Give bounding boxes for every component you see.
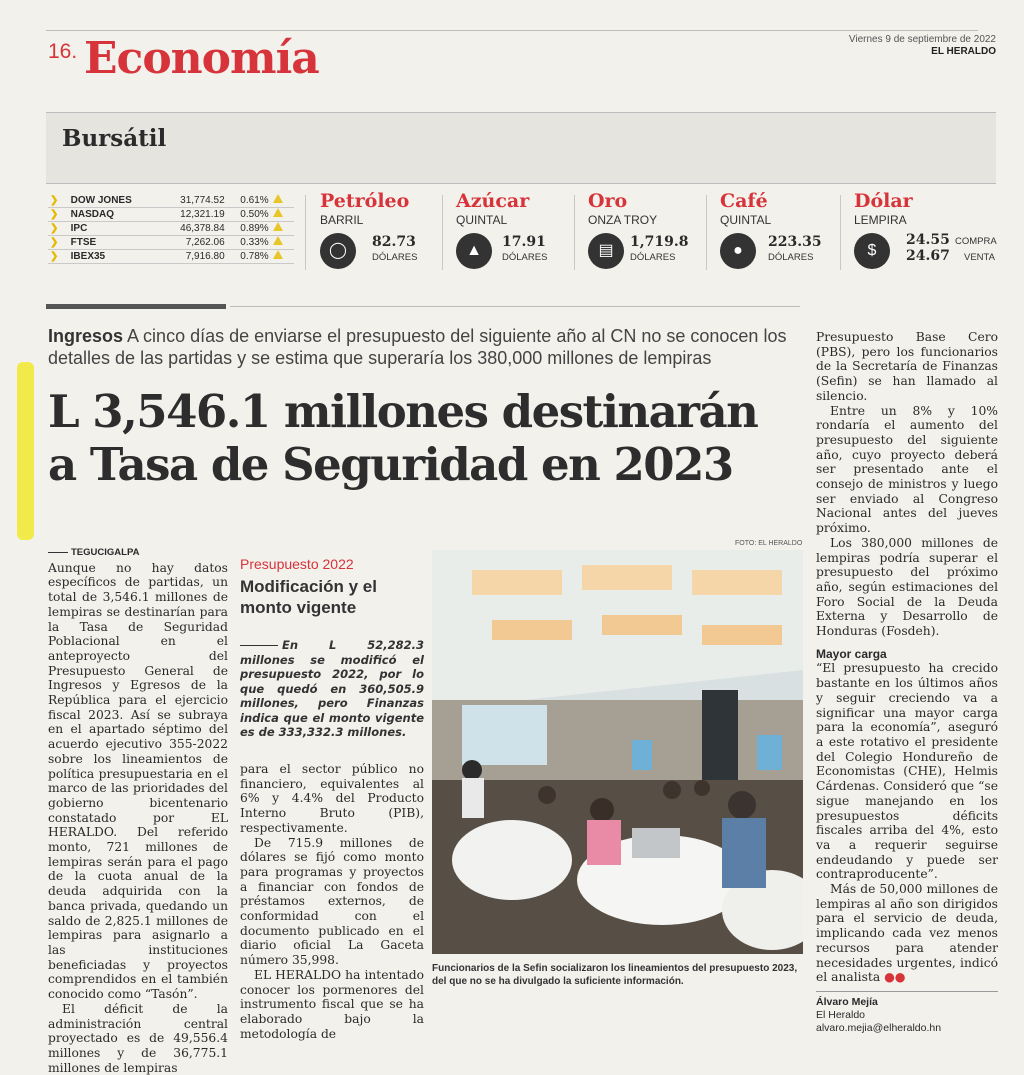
up-triangle-icon bbox=[271, 222, 294, 236]
commodity-unit: QUINTAL bbox=[720, 213, 772, 227]
author-email[interactable]: alvaro.mejia@elheraldo.hn bbox=[816, 1021, 942, 1034]
arrow-icon: ❯ bbox=[48, 208, 69, 222]
up-triangle-icon bbox=[271, 208, 294, 222]
commodity-name: Azúcar bbox=[456, 190, 530, 212]
box-title: Modificación y el monto vigente bbox=[240, 577, 377, 617]
stock-change: 0.78% bbox=[227, 250, 271, 264]
stock-name: IBEX35 bbox=[69, 250, 163, 264]
stock-value: 31,774.52 bbox=[163, 194, 227, 208]
photo-caption: Funcionarios de la Sefin socializaron los lineamientos del presupuesto 2023, del que no se ha divulgado la suficiente información. bbox=[432, 963, 798, 987]
coffee-bean-icon: ● bbox=[720, 233, 756, 269]
end-mark-icon: ●● bbox=[884, 970, 906, 985]
paragraph: Entre un 8% y 10% rondaría el aumento del presupuesto del siguiente año, cuyo proyecto deberá ser presentado ante el consejo de ministros y luego ser enviado al Congreso Nacional antes del jueves próximo. bbox=[816, 403, 998, 536]
paragraph: EL HERALDO ha intentado conocer los pormenores del instrumento fiscal que se ha elaborado bajo la metodología de bbox=[240, 967, 424, 1041]
dollar-sell-value: 24.67 bbox=[906, 248, 950, 264]
divider bbox=[840, 195, 841, 270]
commodity-name: Petróleo bbox=[320, 190, 410, 212]
paragraph: “El presupuesto ha crecido bastante en los últimos años y seguir creciendo va a significar una mayor carga para la economía”, aseguró a este rotativo el presidente del Colegio Hondureño de Economistas (CHE), Helmis Cárdenas. Consideró que “se sigue manejando en los presupuestos déficits fiscales arriba del 4%, esto va a requerir seguirse endeudando y puede ser contraproducente”. bbox=[816, 661, 998, 882]
divider bbox=[574, 195, 575, 270]
stock-value: 12,321.19 bbox=[163, 208, 227, 222]
photo-credit: FOTO: EL HERALDO bbox=[735, 540, 803, 547]
divider bbox=[305, 195, 306, 270]
commodity-currency: DÓLARES bbox=[630, 252, 676, 263]
paragraph bbox=[816, 882, 998, 985]
paragraph: para el sector público no financiero, equivalentes al 6% y 4.4% del Producto Interno Bruto (PIB), respectivamente. bbox=[240, 762, 424, 835]
commodity-unit: ONZA TROY bbox=[588, 213, 658, 227]
arrow-icon: ❯ bbox=[48, 250, 69, 264]
box-kicker: Presupuesto 2022 bbox=[240, 556, 354, 572]
commodity-sugar bbox=[456, 190, 576, 274]
commodity-currency: DÓLARES bbox=[372, 252, 418, 263]
stock-name: NASDAQ bbox=[69, 208, 163, 222]
table-row bbox=[48, 208, 294, 222]
commodity-value: 17.91 bbox=[502, 234, 546, 250]
sugar-sack-icon: ▲ bbox=[456, 233, 492, 269]
commodity-unit: QUINTAL bbox=[456, 213, 508, 227]
box-text bbox=[240, 638, 424, 740]
commodity-coffee bbox=[720, 190, 840, 274]
commodity-oil bbox=[320, 190, 445, 274]
divider bbox=[442, 195, 443, 270]
section-title: Economía bbox=[84, 33, 319, 84]
stock-table bbox=[48, 194, 294, 264]
commodity-currency: DÓLARES bbox=[502, 252, 548, 263]
commodity-value: 82.73 bbox=[372, 234, 416, 250]
stock-change: 0.89% bbox=[227, 222, 271, 236]
paragraph: El déficit de la administración central proyectado es de 49,556.4 millones y de 36,775.1 millones de lempiras bbox=[48, 1001, 228, 1075]
author-name: Álvaro Mejía bbox=[816, 995, 878, 1008]
commodity-name: Dólar bbox=[854, 190, 913, 212]
gold-bars-icon: ▤ bbox=[588, 233, 624, 269]
money-bag-icon: $ bbox=[854, 233, 890, 269]
dollar-buy-label: COMPRA bbox=[955, 236, 997, 247]
commodity-value: 223.35 bbox=[768, 234, 822, 250]
column-2 bbox=[240, 762, 424, 1041]
up-triangle-icon bbox=[271, 194, 294, 208]
dateline: TEGUCIGALPA bbox=[48, 546, 228, 561]
article-photo bbox=[432, 550, 803, 954]
paragraph: De 715.9 millones de dólares se fijó como monto para programas y proyectos a financiar con fondos de préstamos externos, de conformidad con el documento publicado en el diario oficial La Gaceta número 35,998. bbox=[240, 835, 424, 968]
dollar-buy-value: 24.55 bbox=[906, 232, 950, 248]
date-text: Viernes 9 de septiembre de 2022 bbox=[848, 34, 996, 45]
headline-line-2: a Tasa de Seguridad en 2023 bbox=[48, 438, 733, 491]
commodity-currency: DÓLARES bbox=[768, 252, 814, 263]
stock-change: 0.61% bbox=[227, 194, 271, 208]
commodity-unit: BARRIL bbox=[320, 213, 364, 227]
top-rule bbox=[46, 30, 978, 31]
market-title: Bursátil bbox=[62, 125, 167, 152]
stock-change: 0.50% bbox=[227, 208, 271, 222]
table-row bbox=[48, 236, 294, 250]
conference-room-photo bbox=[432, 550, 803, 954]
stock-value: 7,262.06 bbox=[163, 236, 227, 250]
commodity-name: Café bbox=[720, 190, 768, 212]
table-row bbox=[48, 250, 294, 264]
commodity-unit: LEMPIRA bbox=[854, 213, 907, 227]
up-triangle-icon bbox=[271, 250, 294, 264]
paragraph: Presupuesto Base Cero (PBS), pero los funcionarios de la Secretaría de Finanzas (Sefin) se han llamado al silencio. bbox=[816, 330, 998, 403]
column-3 bbox=[816, 330, 998, 1035]
commodity-dollar bbox=[854, 190, 1004, 274]
stock-name: DOW JONES bbox=[69, 194, 163, 208]
subhead: Mayor carga bbox=[816, 646, 887, 661]
headline-line-1: L 3,546.1 millones destinarán bbox=[48, 385, 758, 438]
commodity-gold bbox=[588, 190, 710, 274]
headline bbox=[48, 385, 818, 491]
article-rule-thin bbox=[230, 306, 800, 307]
market-banner bbox=[46, 112, 996, 184]
stock-name: FTSE bbox=[69, 236, 163, 250]
divider bbox=[706, 195, 707, 270]
arrow-icon: ❯ bbox=[48, 222, 69, 236]
byline bbox=[816, 991, 998, 1035]
stock-value: 7,916.80 bbox=[163, 250, 227, 264]
article-rule bbox=[46, 304, 226, 309]
paragraph: Aunque no hay datos específicos de partidas, un total de 3,546.1 millones de lempiras se destinarían para la Tasa de Seguridad Poblacional en el anteproyecto del Presupuesto General de Ingresos y Egresos de la República para el ejercicio fiscal 2023. Así se subraya en el apartado séptimo del acuerdo ejecutivo 355-2022 sobre los lineamientos de política presupuestaria en el marco de las prioridades del gobierno bicentenario constatado por EL HERALDO. Del referido monto, 721 millones de lempiras serán para el pago de la cuota anual de la deuda adquirida con la banca privada, quedando un saldo de 2,825.1 millones de lempiras para asignarlo a las instituciones beneficiadas y proyectos comprendidos en el también conocido como “Tasón”. bbox=[48, 560, 228, 1002]
stock-change: 0.33% bbox=[227, 236, 271, 250]
commodity-value: 1,719.8 bbox=[630, 234, 689, 250]
stock-name: IPC bbox=[69, 222, 163, 236]
column-1 bbox=[48, 546, 228, 1075]
paragraph: Los 380,000 millones de lempiras podría superar el presupuesto del próximo año, según estimaciones del Foro Social de la Deuda Externa y Desarrollo de Honduras (Fosdeh). bbox=[816, 535, 998, 639]
arrow-icon: ❯ bbox=[48, 194, 69, 208]
table-row bbox=[48, 222, 294, 236]
page-number: 16. bbox=[48, 40, 78, 63]
highlighter-mark bbox=[17, 362, 34, 540]
table-row bbox=[48, 194, 294, 208]
author-outlet: El Heraldo bbox=[816, 1008, 866, 1021]
newspaper-name: EL HERALDO bbox=[931, 46, 996, 57]
paragraph-text: Más de 50,000 millones de lempiras al año son dirigidos para el servicio de deuda, implicando cada vez menos recursos para atender necesidades urgentes, indicó el analista bbox=[816, 882, 998, 985]
arrow-icon: ❯ bbox=[48, 236, 69, 250]
stock-value: 46,378.84 bbox=[163, 222, 227, 236]
intro-text: A cinco días de enviarse el presupuesto del siguiente año al CN no se conocen los detalles de las partidas y se estima que superaría los 380,000 millones de lempiras bbox=[48, 326, 787, 368]
up-triangle-icon bbox=[271, 236, 294, 250]
article-intro bbox=[48, 325, 808, 369]
dollar-sell-label: VENTA bbox=[964, 252, 995, 263]
box-text-body: En L 52,282.3 millones se modificó el presupuesto 2022, por lo que quedó en 360,505.9 millones, pero Finanzas indica que el monto vigente es de 333,332.3 millones. bbox=[240, 638, 424, 739]
commodity-name: Oro bbox=[588, 190, 628, 212]
edition-date bbox=[849, 34, 996, 58]
oil-can-icon: ◯ bbox=[320, 233, 356, 269]
article-kicker: Ingresos bbox=[48, 326, 124, 346]
